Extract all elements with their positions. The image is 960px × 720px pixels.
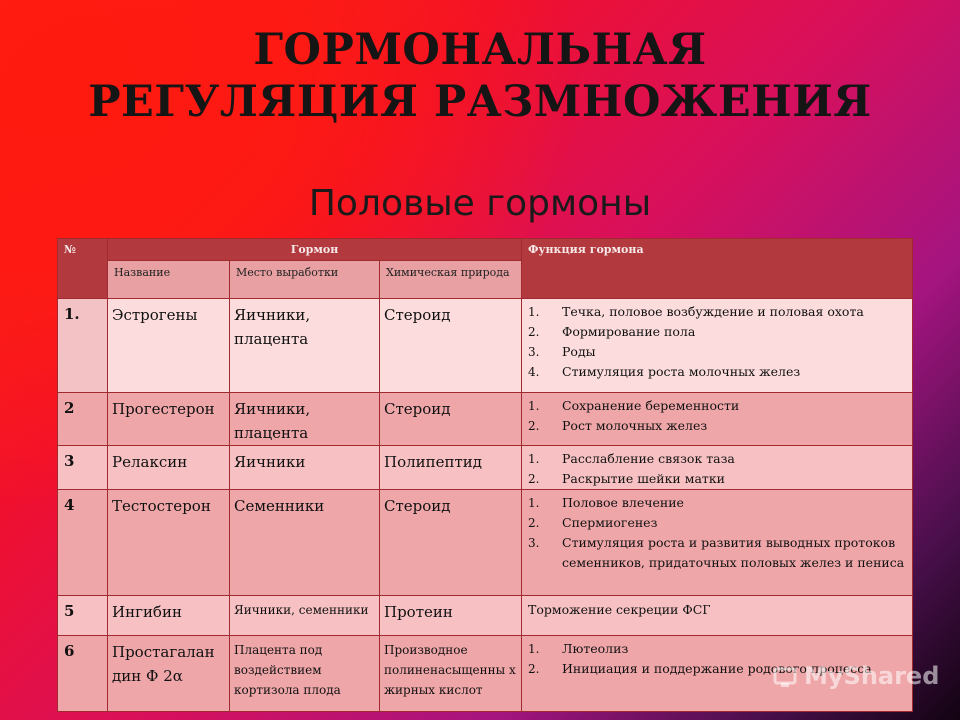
table-header-row: [58, 239, 913, 261]
function-item: 4. Стимуляция роста молочных желез: [528, 364, 801, 379]
row-num: 3: [58, 446, 108, 490]
table-row: [58, 446, 913, 490]
row-functions: [522, 299, 913, 393]
row-place: Яичники, плацента: [230, 299, 380, 393]
header-name: Название: [108, 261, 230, 299]
row-nature: Стероид: [380, 299, 522, 393]
row-num: 6: [58, 636, 108, 712]
row-name: Релаксин: [108, 446, 230, 490]
function-list: [528, 396, 908, 436]
function-item: 3. Стимуляция роста и развития выводных протоков семенников, придаточных половых желез и пениса: [528, 535, 905, 570]
row-functions: [522, 596, 913, 636]
row-nature: Стероид: [380, 393, 522, 446]
function-item: 1. Сохранение беременности: [528, 398, 740, 413]
table-row: [58, 299, 913, 393]
row-place: Семенники: [230, 490, 380, 596]
function-item: 2. Спермиогенез: [528, 515, 658, 530]
function-text: Торможение секреции ФСГ: [528, 602, 711, 617]
function-item: 3. Роды: [528, 344, 596, 359]
function-item: 1. Течка, половое возбуждение и половая охота: [528, 304, 864, 319]
row-functions: [522, 393, 913, 446]
function-item: 2. Раскрытие шейки матки: [528, 471, 725, 486]
header-function: Функция гормона: [522, 239, 913, 299]
header-hormone: Гормон: [108, 239, 522, 261]
watermark-logo-icon: [772, 663, 798, 689]
row-nature: Производное полиненасыщенны х жирных кислот: [380, 636, 522, 712]
hormones-table: [57, 238, 913, 712]
row-functions: [522, 446, 913, 490]
row-nature: Стероид: [380, 490, 522, 596]
row-place: Яичники, плацента: [230, 393, 380, 446]
function-item: 1. Половое влечение: [528, 495, 684, 510]
function-list: [528, 302, 908, 382]
function-item: 2. Инициация и поддержание родового процесса: [528, 661, 872, 676]
function-list: [528, 493, 908, 573]
slide-subtitle: Половые гормоны: [308, 183, 652, 224]
row-num: 1.: [58, 299, 108, 393]
function-item: 2. Формирование пола: [528, 324, 696, 339]
table-row: [58, 490, 913, 596]
row-name: Ингибин: [108, 596, 230, 636]
slide-title-line-1: ГОРМОНАЛЬНАЯ: [253, 25, 707, 75]
function-item: 1. Расслабление связок таза: [528, 451, 735, 466]
row-name: Тестостерон: [108, 490, 230, 596]
row-name: Эстрогены: [108, 299, 230, 393]
row-place: Плацента под воздействием кортизола плода: [230, 636, 380, 712]
row-place: Яичники, семенники: [230, 596, 380, 636]
slide-title: [0, 24, 960, 128]
row-num: 2: [58, 393, 108, 446]
row-num: 5: [58, 596, 108, 636]
function-item: 1. Лютеолиз: [528, 641, 629, 656]
header-place: Место выработки: [230, 261, 380, 299]
row-place: Яичники: [230, 446, 380, 490]
row-nature: Полипептид: [380, 446, 522, 490]
header-num: №: [58, 239, 108, 299]
function-list: [528, 449, 908, 489]
watermark-text: MyShared: [804, 662, 940, 690]
function-item: 2. Рост молочных желез: [528, 418, 708, 433]
row-nature: Протеин: [380, 596, 522, 636]
row-num: 4: [58, 490, 108, 596]
table-row: [58, 596, 913, 636]
watermark: [772, 662, 939, 690]
row-functions: [522, 490, 913, 596]
slide-title-line-2: РЕГУЛЯЦИЯ РАЗМНОЖЕНИЯ: [88, 77, 872, 127]
row-name: Простагалан дин Ф 2α: [108, 636, 230, 712]
header-nature: Химическая природа: [380, 261, 522, 299]
table-row: [58, 393, 913, 446]
row-name: Прогестерон: [108, 393, 230, 446]
